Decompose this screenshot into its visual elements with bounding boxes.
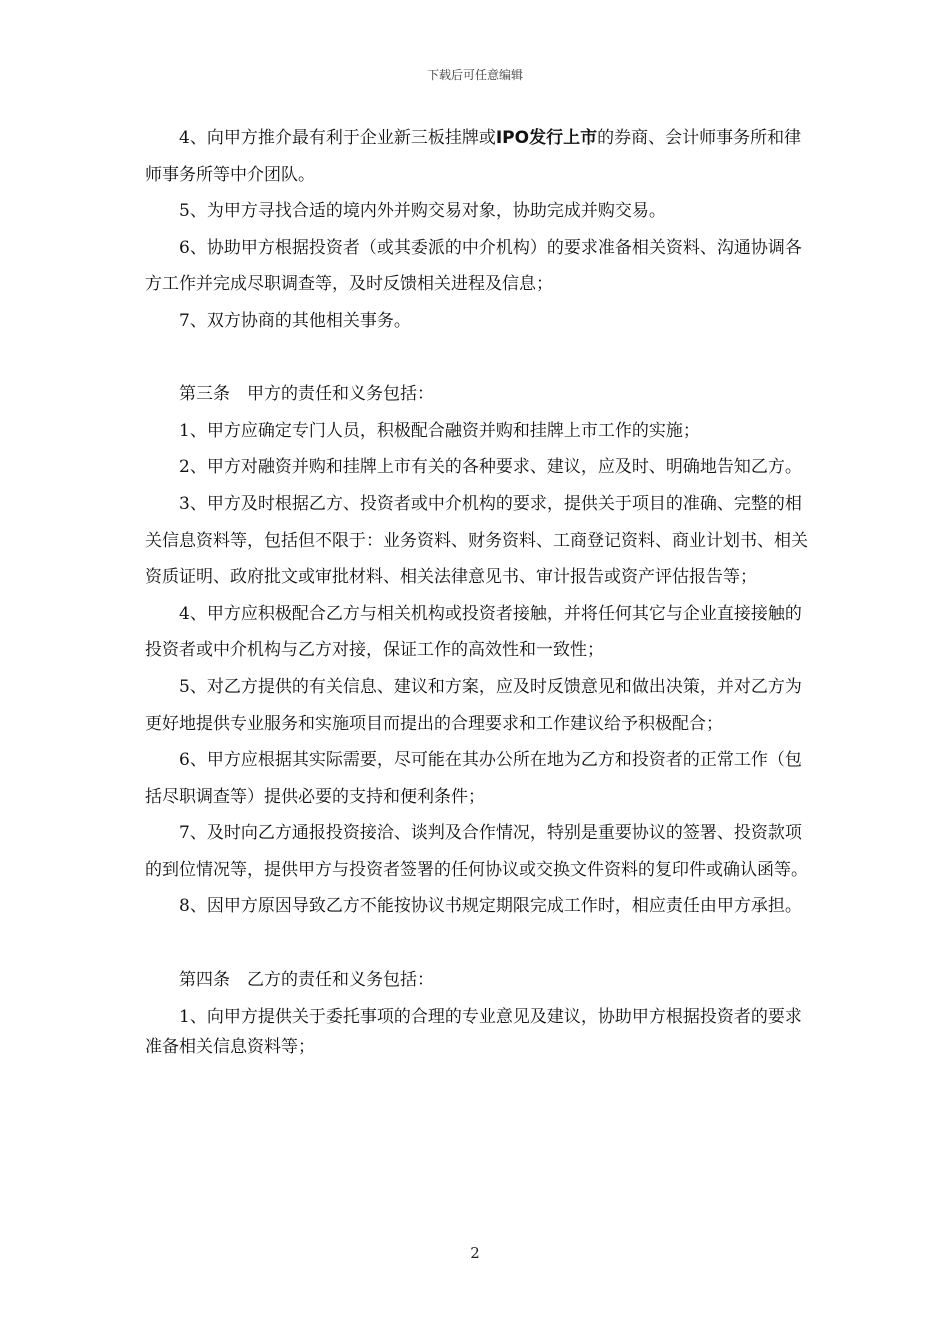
clause-2-item-6: 6、协助甲方根据投资者（或其委派的中介机构）的要求准备相关资料、沟通协调各方工作并完成尽职调查等，及时反馈相关进程及信息；: [145, 237, 802, 295]
clause-2-item-5: 5、为甲方寻找合适的境内外并购交易对象，协助完成并购交易。: [179, 201, 666, 222]
clause-3-item-8: 8、因甲方原因导致乙方不能按协议书规定期限完成工作时，相应责任由甲方承担。: [179, 896, 802, 917]
item-4-suffix: 的券商、会计师事务所和律师事务所等中介团队。: [145, 128, 802, 185]
page-number: 2: [470, 1244, 480, 1262]
clause-4-title: 第四条 乙方的责任和义务包括：: [179, 969, 434, 990]
clause-4-item-1: 1、向甲方提供关于委托事项的合理的专业意见及建议，协助甲方根据投资者的要求准备相关信息资料等；: [145, 1007, 802, 1058]
item-4-bold: IPO发行上市: [495, 128, 598, 148]
clause-3-item-7: 7、及时向乙方通报投资接洽、谈判及合作情况，特别是重要协议的签署、投资款项的到位情况等，提供甲方与投资者签署的任何协议或交换文件资料的复印件或确认函等。: [145, 823, 808, 880]
clause-3-item-5: 5、对乙方提供的有关信息、建议和方案，应及时反馈意见和做出决策，并对乙方为更好地提供专业服务和实施项目而提出的合理要求和工作建议给予积极配合；: [145, 676, 802, 734]
clause-3-item-2: 2、甲方对融资并购和挂牌上市有关的各种要求、建议，应及时、明确地告知乙方。: [179, 457, 802, 478]
clause-3-item-6: 6、甲方应根据其实际需要，尽可能在其办公所在地为乙方和投资者的正常工作（包括尽职调查等）提供必要的支持和便利条件；: [145, 750, 802, 807]
clause-3-item-4: 4、甲方应积极配合乙方与相关机构或投资者接触，并将任何其它与企业直接接触的投资者或中介机构与乙方对接，保证工作的高效性和一致性；: [145, 603, 802, 661]
clause-2-item-4: [145, 120, 815, 193]
page-header: 下载后可任意编辑: [426, 68, 523, 82]
document-body: [145, 120, 815, 1062]
clause-3-item-1: 1、甲方应确定专门人员，积极配合融资并购和挂牌上市工作的实施；: [179, 420, 700, 441]
clause-2-item-7: 7、双方协商的其他相关事务。: [179, 310, 411, 331]
clause-3-title: 第三条 甲方的责任和义务包括：: [179, 384, 434, 405]
clause-3-item-3: 3、甲方及时根据乙方、投资者或中介机构的要求，提供关于项目的准确、完整的相关信息资料等，包括但不限于：业务资料、财务资料、工商登记资料、商业计划书、相关资质证明、政府批文或审批材料、相关法律意见书、审计报告或资产评估报告等；: [145, 493, 808, 588]
item-4-prefix: 4、向甲方推介最有利于企业新三板挂牌或: [179, 128, 496, 148]
